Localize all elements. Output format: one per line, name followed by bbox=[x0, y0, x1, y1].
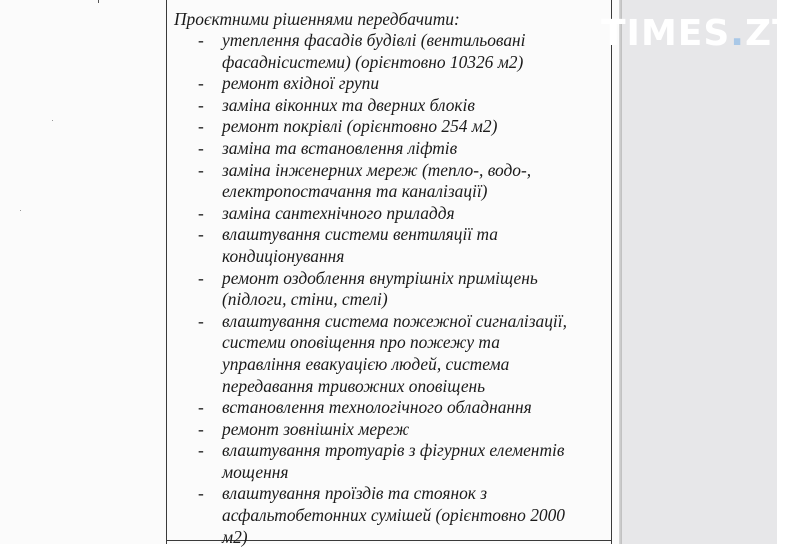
list-item bbox=[174, 483, 604, 548]
column-tick-mark bbox=[98, 0, 99, 3]
list-item-text-line: ремонт покрівлі (орієнтовно 254 м2) bbox=[222, 116, 498, 137]
list-item bbox=[174, 73, 604, 95]
list-bullet-dash: - bbox=[198, 202, 204, 223]
scan-speck bbox=[20, 210, 21, 211]
list-item-text-line: встановлення технологічного обладнання bbox=[222, 397, 532, 418]
list-item-text-line: заміна інженерних мереж (тепло-, водо-, bbox=[222, 159, 532, 180]
list-item bbox=[174, 397, 604, 419]
list-item-text-line: електропостачання та каналізації) bbox=[222, 181, 488, 202]
list-item-text-line: фасаднісистеми) (орієнтовно 10326 м2) bbox=[222, 51, 524, 72]
list-item-text-line: ремонт зовнішніх мереж bbox=[222, 418, 410, 439]
list-item bbox=[174, 268, 604, 311]
list-item bbox=[174, 224, 604, 267]
times-zt-logo bbox=[601, 14, 798, 54]
list-item bbox=[174, 138, 604, 160]
list-item bbox=[174, 95, 604, 117]
list-item-text-line: асфальтобетонних сумішей (орієнтовно 2000 bbox=[222, 505, 566, 526]
background-margin bbox=[622, 0, 777, 544]
list-item-text-line: утеплення фасадів будівлі (вентильовані bbox=[222, 30, 526, 50]
list-bullet-dash: - bbox=[198, 483, 204, 504]
list-bullet-dash: - bbox=[198, 137, 204, 158]
logo-brand-text: TIMES bbox=[601, 13, 731, 54]
logo-suffix-text: ZT bbox=[744, 13, 798, 54]
list-item bbox=[174, 30, 604, 73]
list-bullet-dash: - bbox=[198, 310, 204, 331]
list-bullet-dash: - bbox=[198, 397, 204, 418]
list-bullet-dash: - bbox=[198, 73, 204, 94]
list-item-text-line: ремонт оздоблення внутрішніх приміщень bbox=[222, 267, 538, 288]
list-item bbox=[174, 419, 604, 441]
requirements-list bbox=[174, 30, 604, 548]
list-item-text-line: влаштування проїздів та стоянок з bbox=[222, 483, 488, 504]
list-bullet-dash: - bbox=[198, 94, 204, 115]
list-item-text-line: влаштування системи вентиляції та bbox=[222, 224, 498, 245]
list-item bbox=[174, 160, 604, 203]
list-bullet-dash: - bbox=[198, 440, 204, 461]
list-item bbox=[174, 311, 604, 397]
list-item-text-line: управління евакуацією людей, система bbox=[222, 353, 510, 374]
list-item-text-line: влаштування система пожежної сигналізації, bbox=[222, 310, 567, 331]
table-right-border bbox=[611, 0, 612, 544]
list-bullet-dash: - bbox=[198, 418, 204, 439]
list-item-text-line: мощення bbox=[222, 461, 289, 482]
document-table-cell bbox=[174, 8, 604, 548]
list-item-text-line: передавання тривожних оповіщень bbox=[222, 375, 486, 396]
list-bullet-dash: - bbox=[198, 267, 204, 288]
list-item-text-line: заміна сантехнічного приладдя bbox=[222, 202, 455, 223]
list-item-text-line: (підлоги, стіни, стелі) bbox=[222, 289, 388, 310]
scan-speck bbox=[52, 120, 53, 121]
list-item bbox=[174, 116, 604, 138]
logo-dot: . bbox=[730, 13, 745, 54]
list-item bbox=[174, 440, 604, 483]
table-left-border bbox=[166, 0, 167, 544]
list-item-text-line: заміна та встановлення ліфтів bbox=[222, 137, 458, 158]
list-bullet-dash: - bbox=[198, 30, 204, 50]
list-item-text-line: ремонт вхідної групи bbox=[222, 73, 380, 94]
list-bullet-dash: - bbox=[198, 224, 204, 245]
list-item-text-line: м2) bbox=[222, 526, 248, 547]
list-bullet-dash: - bbox=[198, 159, 204, 180]
list-item-text-line: кондиціонування bbox=[222, 245, 345, 266]
list-item-text-line: влаштування тротуарів з фігурних елементів bbox=[222, 440, 565, 461]
section-heading: Проєктними рішеннями передбачити: bbox=[174, 9, 460, 29]
list-item-text-line: заміна віконних та дверних блоків bbox=[222, 94, 475, 115]
list-item bbox=[174, 203, 604, 225]
list-bullet-dash: - bbox=[198, 116, 204, 137]
list-item-text-line: системи оповіщення про пожежу та bbox=[222, 332, 500, 353]
